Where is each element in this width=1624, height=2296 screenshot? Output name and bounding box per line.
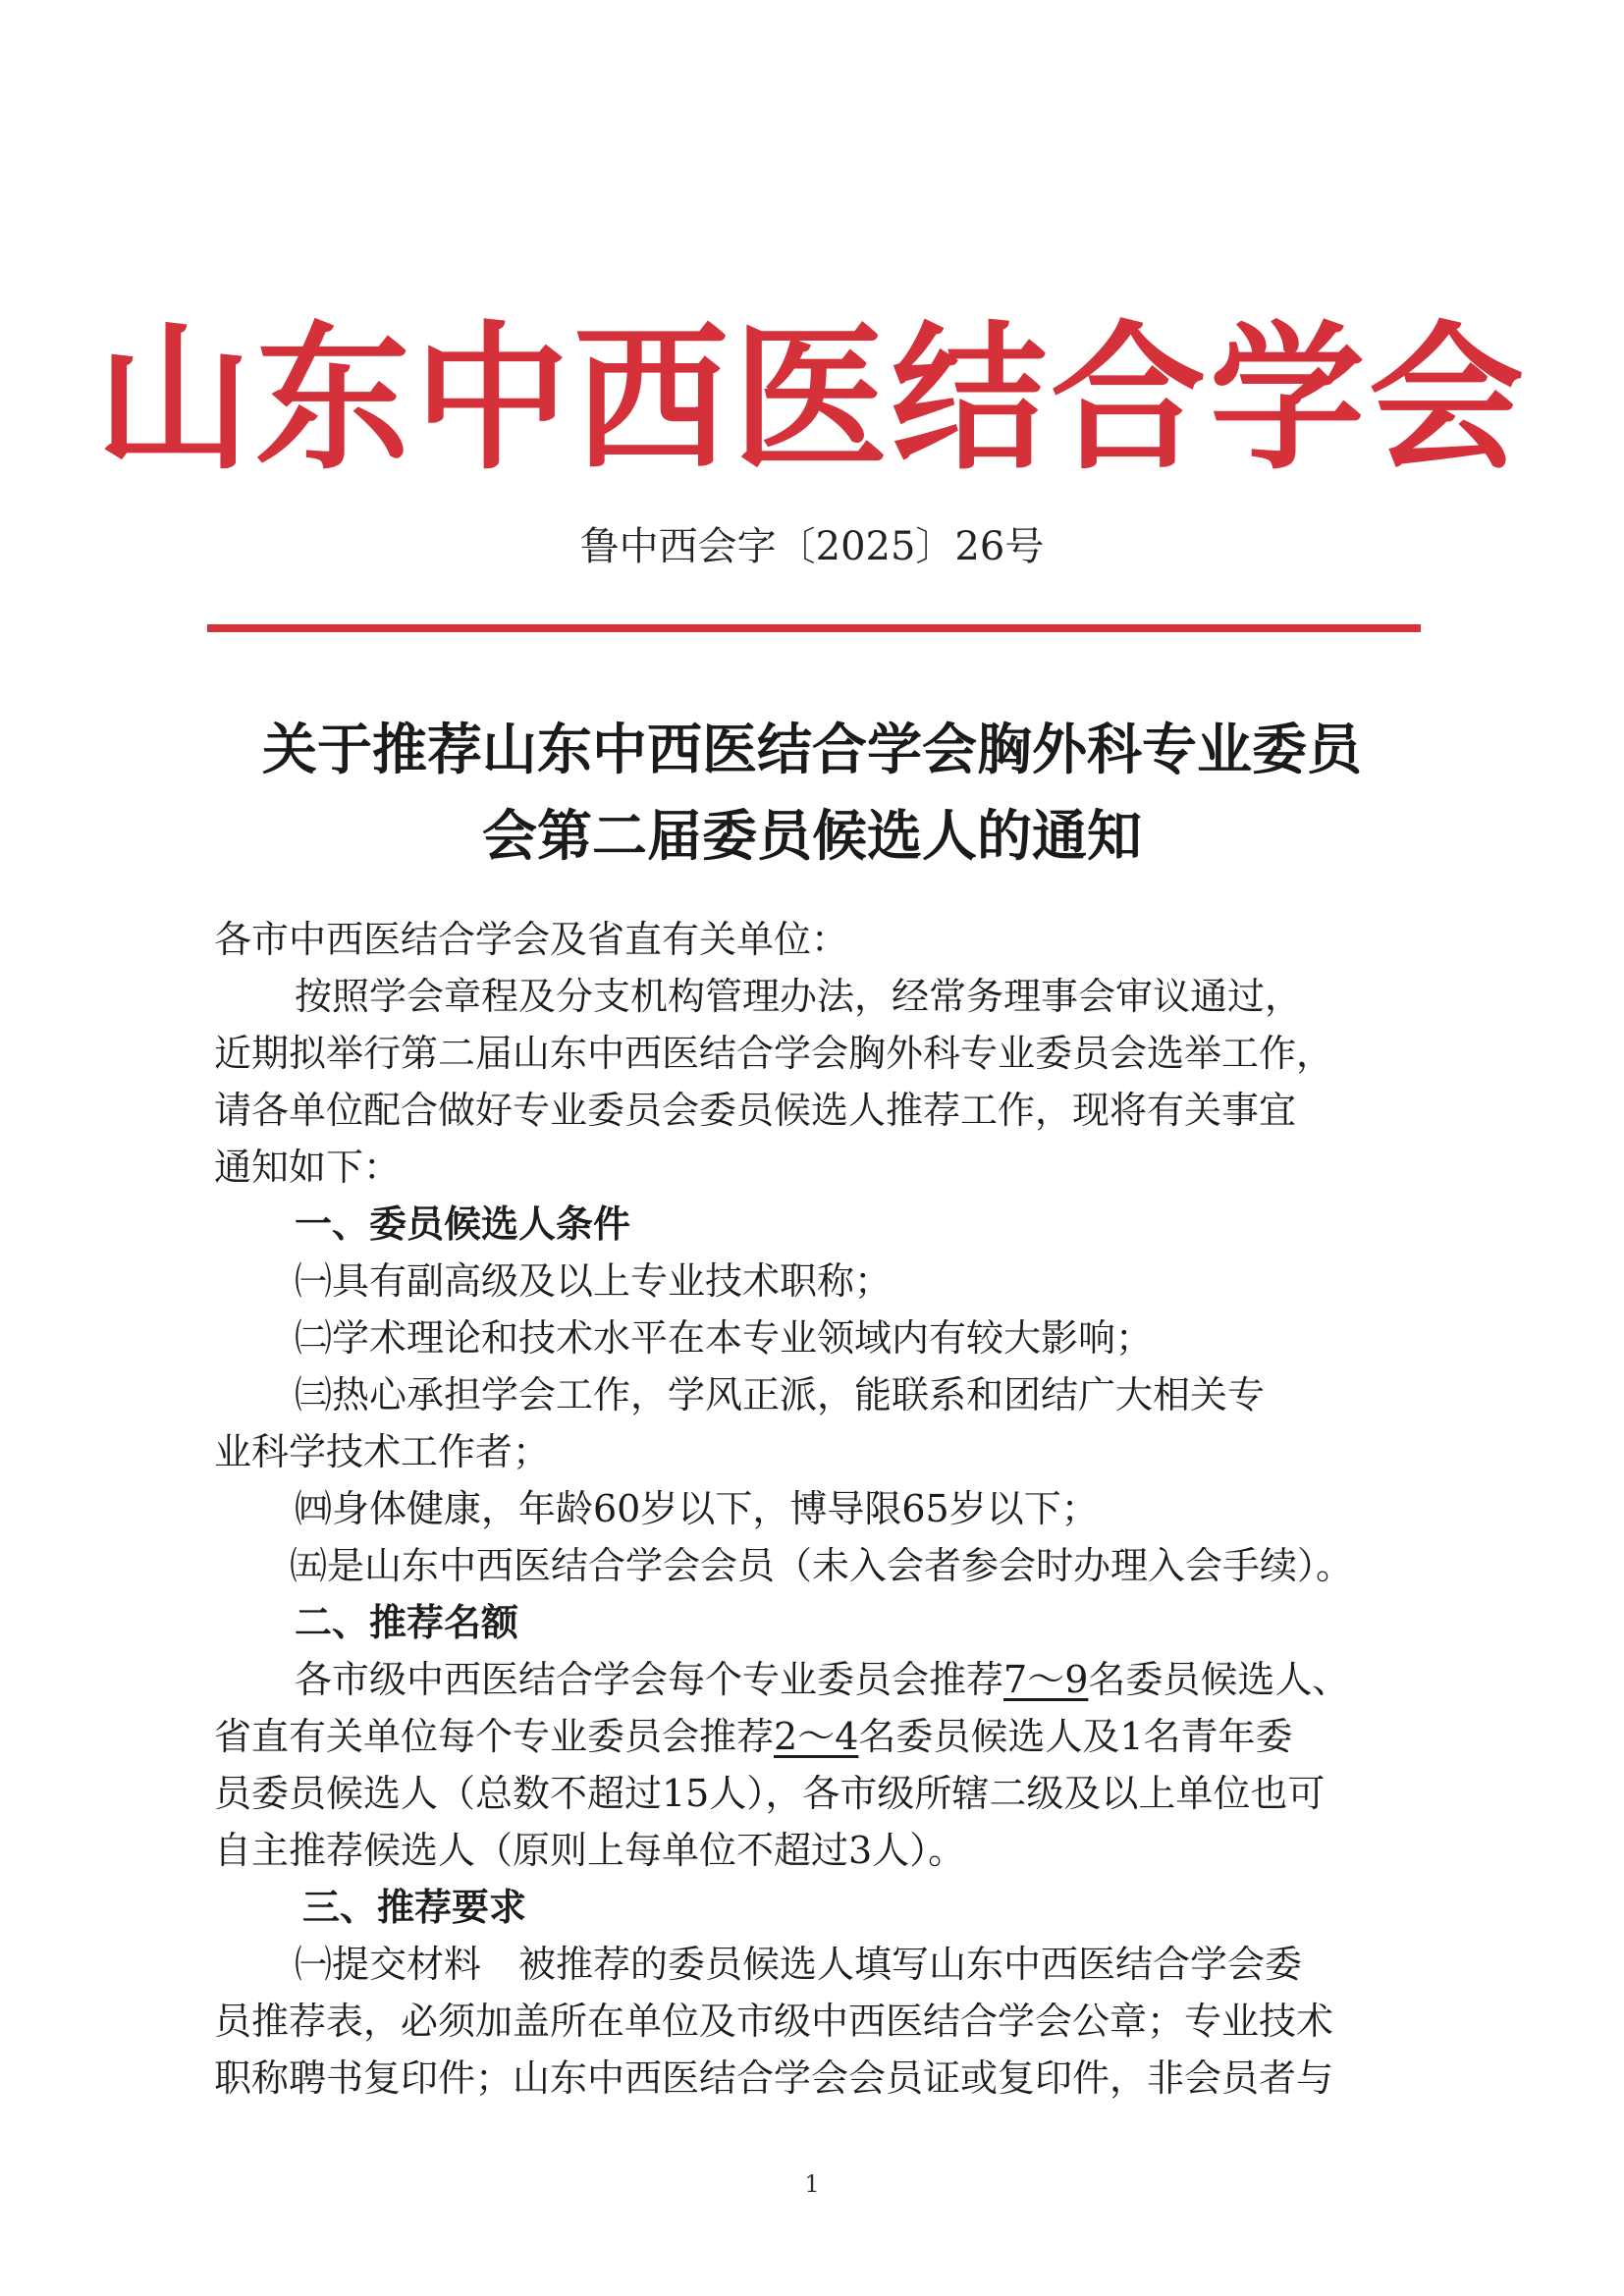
intro-line-4: 通知如下： xyxy=(214,1146,402,1189)
notice-title-line-2: 会第二届委员候选人的通知 xyxy=(482,804,1142,869)
intro-line-1: 按照学会章程及分支机构管理办法，经常务理事会审议通过， xyxy=(295,975,1303,1018)
section-2-line-2-text-b: 名委员候选人及1名青年委 xyxy=(858,1715,1293,1758)
section-2-line-2-text-a: 省直有关单位每个专业委员会推荐 xyxy=(214,1715,775,1758)
section-3-line-2: 员推荐表，必须加盖所在单位及市级中西医结合学会公章；专业技术 xyxy=(214,2000,1334,2043)
section-2-line-1-text-b: 名委员候选人、 xyxy=(1088,1658,1350,1701)
section-1-item-5: ㈤是山东中西医结合学会会员（未入会者参会时办理入会手续）。 xyxy=(290,1544,1354,1587)
section-2-line-1 xyxy=(295,1653,1349,1706)
section-2-line-2 xyxy=(214,1710,1293,1763)
document-number: 鲁中西会字〔2025〕26号 xyxy=(579,524,1045,569)
section-1-item-2: ㈡学术理论和技术水平在本专业领域内有较大影响； xyxy=(295,1316,1154,1360)
section-1-item-1: ㈠具有副高级及以上专业技术职称； xyxy=(295,1259,893,1303)
org-letterhead-title: 山东中西医结合学会 xyxy=(96,306,1528,492)
section-2-line-4: 自主推荐候选人（原则上每单位不超过3人）。 xyxy=(214,1829,966,1872)
intro-line-3: 请各单位配合做好专业委员会委员候选人推荐工作，现将有关事宜 xyxy=(214,1089,1297,1132)
section-2-line-3: 员委员候选人（总数不超过15人），各市级所辖二级及以上单位也可 xyxy=(214,1772,1326,1815)
city-quota-range: 7～9 xyxy=(1003,1658,1089,1701)
section-1-item-4: ㈣身体健康，年龄60岁以下，博导限65岁以下； xyxy=(295,1487,1099,1530)
section-2-heading: 二、推荐名额 xyxy=(295,1600,519,1644)
section-3-heading: 三、推荐要求 xyxy=(302,1885,527,1929)
section-3-line-3: 职称聘书复印件；山东中西医结合学会会员证或复印件，非会员者与 xyxy=(214,2056,1334,2100)
salutation: 各市中西医结合学会及省直有关单位： xyxy=(214,918,849,961)
provincial-quota-range: 2～4 xyxy=(774,1715,859,1758)
letterhead-divider xyxy=(207,624,1421,632)
intro-line-2: 近期拟举行第二届山东中西医结合学会胸外科专业委员会选举工作， xyxy=(214,1032,1334,1075)
section-3-line-1: ㈠提交材料 被推荐的委员候选人填写山东中西医结合学会委 xyxy=(295,1943,1303,1986)
page-number: 1 xyxy=(804,2170,820,2198)
section-1-heading: 一、委员候选人条件 xyxy=(295,1201,631,1246)
section-1-item-3: ㈢热心承担学会工作，学风正派，能联系和团结广大相关专 xyxy=(295,1373,1266,1416)
notice-title xyxy=(177,707,1447,880)
section-2-line-1-text-a: 各市级中西医结合学会每个专业委员会推荐 xyxy=(295,1658,1004,1701)
notice-title-line-1: 关于推荐山东中西医结合学会胸外科专业委员 xyxy=(262,718,1362,782)
section-1-item-3-cont: 业科学技术工作者； xyxy=(214,1430,551,1473)
